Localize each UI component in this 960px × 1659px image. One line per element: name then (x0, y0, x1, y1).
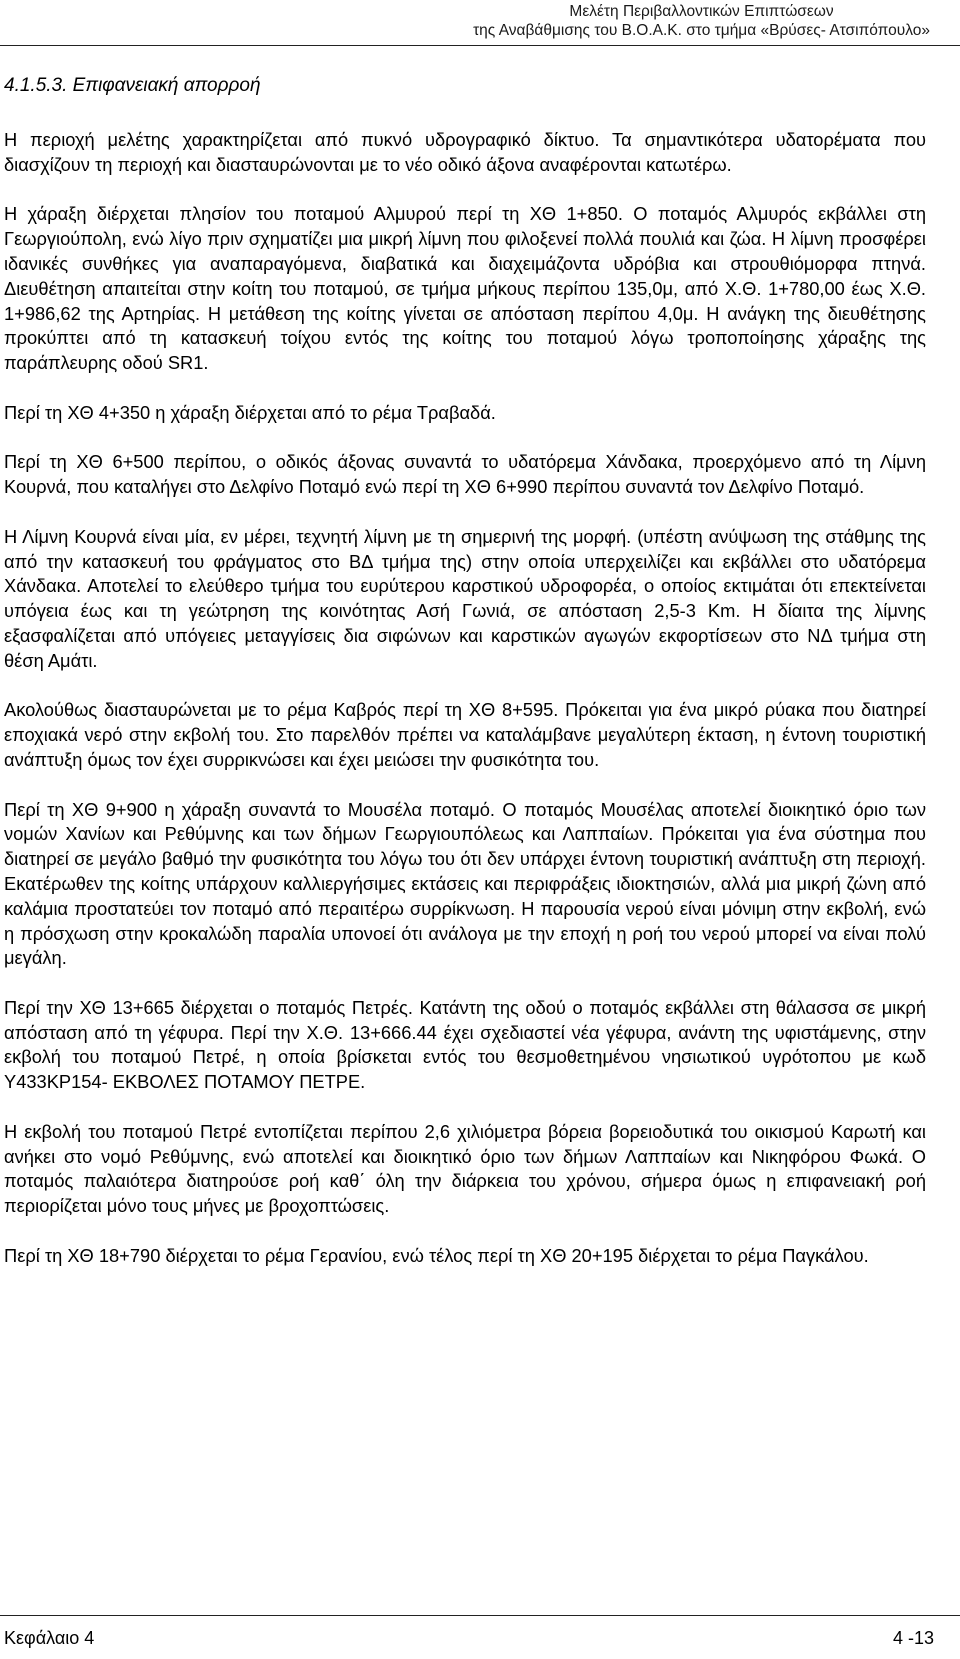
header-line-1: Μελέτη Περιβαλλοντικών Επιπτώσεων (569, 3, 834, 20)
paragraph: Η εκβολή του ποταμού Πετρέ εντοπίζεται περίπου 2,6 χιλιόμετρα βόρεια βορειοδυτικά του οικισμού Καρωτή και ανήκει στο νομό Ρεθύμνης, ενώ αποτελεί και διοικητικό όριο των δήμων Λαππαίων και Νικηφόρου Φωκά. Ο ποταμός παλαιότερα διατηρούσε ροή καθ΄ όλη την διάρκεια του χρόνου, σήμερα όμως η επιφανειακή ροή περιορίζεται μόνο τους μήνες με βροχοπτώσεις. (4, 1120, 926, 1217)
paragraph: Ακολούθως διασταυρώνεται με το ρέμα Καβρός περί τη ΧΘ 8+595. Πρόκειται για ένα μικρό ρύακα που διατηρεί εποχιακά νερό στην εκβολή του. Στο παρελθόν πρέπει να καταλάμβανε μεγαλύτερη έκταση, η έντονη τουριστική ανάπτυξη όμως τον έχει συρρικνώσει και έχει μειώσει την φυσικότητα του. (4, 699, 926, 770)
paragraph: Η Λίμνη Κουρνά είναι μία, εν μέρει, τεχνητή λίμνη με τη σημερινή της μορφή. (υπέστη ανύψωση της στάθμης της από την κατασκευή του φράγματος στο ΒΔ τμήμα της) στην οποία υπερχειλίζει και εκβάλλει στο υδατόρεμα Χάνδακα. Αποτελεί το ελεύθερο τμήμα του ευρύτερου καρστικού υδροφορέα, ο οποίος εκτιμάται ότι επεκτείνεται υπόγεια έως και τη γεώτρηση της κοινότητας Ασή Γωνιά, σε απόσταση 2,5-3 Km. Η δίαιτα της λίμνης εξασφαλίζεται από υπόγειες μεταγγίσεις δια σιφώνων και καρστικών αγωγών εκφορτίσεων στο ΝΔ τμήμα στη θέση Αμάτι. (4, 525, 926, 671)
paragraph: Περί την ΧΘ 13+665 διέρχεται ο ποταμός Πετρές. Κατάντη της οδού ο ποταμός εκβάλλει στη θάλασσα σε μικρή απόσταση από τη γέφυρα. Περί την Χ.Θ. 13+666.44 έχει σχεδιαστεί νέα γέφυρα, ανάντη της υφιστάμενης, στην εκβολή του ποταμού Πετρέ, η οποία βρίσκεται εντός του θεσμοθετημένου νησιωτικού υγρότοπου με κωδ Y433KP154- ΕΚΒΟΛΕΣ ΠΟΤΑΜΟΥ ΠΕΤΡΕ. (4, 996, 926, 1093)
header-title (473, 2, 930, 40)
page-number: 4 -13 (892, 1628, 934, 1648)
paragraph: Περί τη ΧΘ 9+900 η χάραξη συναντά το Μουσέλα ποταμό. Ο ποταμός Μουσέλας αποτελεί διοικητικό όριο των νομών Χανίων και Ρεθύμνης και των δήμων Γεωργιουπόλεως και Λαππαίων. Πρόκειται για ένα σύστημα που διατηρεί σε μεγάλο βαθμό την φυσικότητα του λόγω του ότι δεν υπάρχει έντονη τουριστική ανάπτυξη στη περιοχή. Εκατέρωθεν της κοίτης υπάρχουν καλλιεργήσιμες εκτάσεις και περιφράξεις ιδιοκτησιών, αλλά μια μικρή ζώνη από καλάμια προστατεύει τον ποταμό από περαιτέρω συρρίκνωση. Η παρουσία νερού είναι μόνιμη στην εκβολή, ενώ η πρόσχωση στην κροκαλώδη παραλία υπονοεί ότι ανάλογα με την εποχή η ροή του νερού μπορεί να είναι πολύ μεγάλη. (4, 798, 926, 969)
paragraph: Περί τη ΧΘ 6+500 περίπου, ο οδικός άξονας συναντά το υδατόρεμα Χάνδακα, προερχόμενο από τη Λίμνη Κουρνά, που καταλήγει στο Δελφίνο Ποταμό ενώ περί τη ΧΘ 6+990 περίπου συναντά τον Δελφίνο Ποταμό. (4, 451, 926, 498)
page-header (0, 0, 960, 46)
header-divider (0, 45, 960, 46)
paragraph: Περί τη ΧΘ 18+790 διέρχεται το ρέμα Γερανίου, ενώ τέλος περί τη ΧΘ 20+195 διέρχεται το ρέμα Παγκάλου. (4, 1244, 869, 1266)
footer-chapter: Κεφάλαιο 4 (4, 1628, 95, 1648)
section-heading: 4.1.5.3. Επιφανειακή απορροή (4, 75, 261, 96)
paragraph: Η περιοχή μελέτης χαρακτηρίζεται από πυκνό υδρογραφικό δίκτυο. Τα σημαντικότερα υδατορέματα που διασχίζουν τη περιοχή και διασταυρώνονται με το νέο οδικό άξονα αναφέρονται κατωτέρω. (4, 129, 926, 175)
paragraph: Περί τη ΧΘ 4+350 η χάραξη διέρχεται από το ρέμα Τραβαδά. (4, 401, 496, 423)
header-line-2: της Αναβάθμισης του Β.Ο.Α.Κ. στο τμήμα «Βρύσες- Ατσιπόπουλο» (473, 22, 930, 39)
paragraph: Η χάραξη διέρχεται πλησίον του ποταμού Αλμυρού περί τη ΧΘ 1+850. Ο ποταμός Αλμυρός εκβάλλει στη Γεωργιούπολη, ενώ λίγο πριν σχηματίζει μια μικρή λίμνη που φιλοξενεί πολλά πουλιά και ζώα. Η λίμνη προσφέρει ιδανικές συνθήκες για αναπαραγόμενα, διαβατικά και διαχειμάζοντα υδρόβια και στρουθιόμορφα πτηνά. Διευθέτηση απαιτείται στην κοίτη του ποταμού, σε τμήμα μήκους περίπου 135,0μ, από Χ.Θ. 1+780,00 έως Χ.Θ. 1+986,62 της Αρτηρίας. Η μετάθεση της κοίτης γίνεται σε απόσταση περίπου 4,0μ. Η ανάγκη της διευθέτησης προκύπτει από τη κατασκευή τοίχου εντός της κοίτης του ποταμού λόγω τροποποίησης χάραξης της παράπλευρης οδού SR1. (4, 203, 926, 374)
footer-divider (0, 1615, 960, 1616)
body-text (4, 128, 926, 1293)
